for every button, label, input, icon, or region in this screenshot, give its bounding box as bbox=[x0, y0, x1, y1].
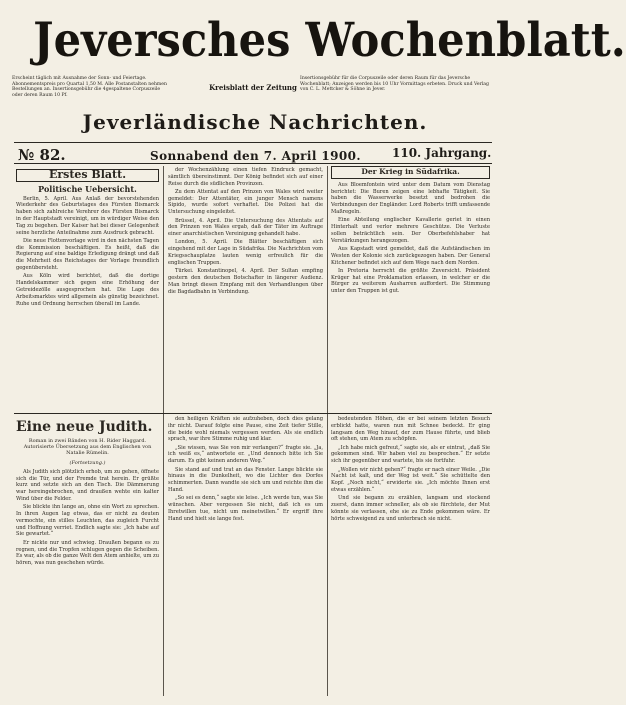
column-divider-1 bbox=[163, 166, 164, 696]
masthead-title: Jeversches Wochenblatt. bbox=[33, 13, 626, 68]
article-paragraph: Türkei. Konstantinopel, 4. April. Der Sultan empfing gestern den deutschen Botschafter in längerer Audienz. Man bringt diesen Empfang mit den Verhandlungen über die Bagdadbahn in Verbindung. bbox=[168, 268, 323, 295]
issue-year: 110. Jahrgang. bbox=[392, 146, 492, 160]
masthead-center-label: Kreisblatt der Zeitung bbox=[209, 83, 297, 92]
article-paragraph: In Pretoria herrscht die größte Zuversicht. Präsident Krüger hat eine Proklamation erlassen, in welcher er die Bürger zu weiterem Ausharren auffordert. Die Stimmung unter den Truppen ist gut. bbox=[331, 267, 490, 295]
article-paragraph: Aus Köln wird berichtet, daß die dortige Handelskammer sich gegen eine Erhöhung der Getreidezölle ausgesprochen hat. Die Lage des Arbeitsmarktes wird allgemein als günstig bezeichnet. Ruhe und Ordnung herrschen überall im Lande. bbox=[16, 273, 159, 307]
column-3-bottom bbox=[331, 416, 490, 697]
article-paragraph: Aus Bloemfontein wird unter dem Datum vom Dienstag berichtet: Die Buren zeigen eine lebhafte Tätigkeit. Sie haben die Wasserwerke besetzt und bedrohen die Verbindungen der Engländer. Lord Roberts trifft umfassende Maßregeln. bbox=[331, 181, 490, 215]
column-1-top bbox=[16, 166, 159, 410]
serial-paragraph: Sie stand auf und trat an das Fenster. Lange blickte sie hinaus in die Dunkelheit, wo die Lichter des Dorfes schimmerten. Dann wandte sie sich um und reichte ihm die Hand. bbox=[168, 466, 323, 493]
serial-title: Eine neue Judith. bbox=[16, 419, 153, 435]
column-3-top bbox=[331, 166, 490, 410]
masthead-subrow bbox=[8, 74, 496, 110]
column-2-top bbox=[168, 167, 323, 410]
war-heading: Der Krieg in Südafrika. bbox=[331, 166, 490, 179]
insertion-notice: Insertionsgebühr für die Corpuszeile oder deren Raum für das Jeversche Wochenblatt; Anzeigen werden bis 10 Uhr Vormittags erbeten. Druck und Verlag von C. L. Mettcker & Söhne in Jever. bbox=[300, 76, 489, 93]
article-paragraph: Zu dem Attentat auf den Prinzen von Wales wird weiter gemeldet: Der Attentäter, ein junger Mensch namens Sipido, wurde sofort verhaftet. Die Polizei hat die Untersuchung eingeleitet. bbox=[168, 188, 323, 216]
serial-paragraph: „Ich habe mich gefreut,“ sagte sie, als er eintrat, „daß Sie gekommen sind. Wir haben viel zu besprechen.“ Er setzte sich ihr gegenüber und wartete, bis sie fortfuhr. bbox=[331, 444, 490, 465]
article-paragraph: Aus Kapstadt wird gemeldet, daß die Aufständischen im Westen der Kolonie sich zurückgezogen haben. Der General Kitchener befindet sich auf dem Wege nach dem Norden. bbox=[331, 245, 490, 266]
serial-paragraph: Er nickte nur und schwieg. Draußen begann es zu regnen, und die Tropfen schlugen gegen die Scheiben. Es war, als ob die ganze Welt den Atem anhielte, um zu hören, was nun geschehen würde. bbox=[16, 539, 159, 567]
serial-paragraph: „So sei es denn,“ sagte sie leise. „Ich werde tun, was Sie wünschen. Aber vergessen Sie nicht, daß ich es um Ihretwillen tue, nicht um meinetwillen.“ Er ergriff ihre Hand und hielt sie lange fest. bbox=[168, 495, 323, 522]
issue-date: Sonnabend den 7. April 1900. bbox=[150, 149, 361, 163]
article-paragraph: Berlin, 5. April. Aus Anlaß der bevorstehenden Wiederkehr des Geburtstages des Fürsten Bismarck haben sich zahlreiche Verehrer des Fürsten Bismarck in der Hauptstadt vereinigt, um in würdiger Weise den Tag zu begehen. Der Kaiser hat bei dieser Gelegenheit seine herzliche Anteilnahme zum Ausdruck gebracht. bbox=[16, 195, 159, 236]
serial-paragraph: „Sie wissen, was Sie von mir verlangen?“ fragte sie. „Ja, ich weiß es,“ antwortete er. „Und dennoch bitte ich Sie darum. Es gibt keinen anderen Weg.“ bbox=[168, 444, 323, 465]
serial-paragraph: Als Judith sich plötzlich erhob, um zu gehen, öffnete sich die Tür, und der Fremde trat herein. Er grüßte kurz und setzte sich an den Tisch. Die Dämmerung war hereingebrochen, und draußen wehte ein kalter Wind über die Felder. bbox=[16, 468, 159, 502]
header-rule-top bbox=[14, 142, 492, 143]
serial-paragraph: „Wollen wir nicht gehen?“ fragte er nach einer Weile. „Die Nacht ist kalt, und der Weg ist weit.“ Sie schüttelte den Kopf. „Noch nicht,“ erwiderte sie. „Ich möchte Ihnen erst etwas erzählen.“ bbox=[331, 466, 490, 493]
serial-paragraph: bedeutenden Höhen, die er bei seinem letzten Besuch erblickt hatte, waren nun mit Schnee bedeckt. Er ging langsam den Weg hinauf, der zum Hause führte, und blieb oft stehen, um Atem zu schöpfen. bbox=[331, 416, 490, 443]
serial-paragraph: den heiligen Kräften sie aufzuheben, doch dies gelang ihr nicht. Darauf folgte eine Pause, eine Zeit tiefer Stille, die beide wohl niemals vergessen werden. Als sie endlich sprach, war ihre Stimme ruhig und klar. bbox=[168, 416, 323, 443]
masthead-subtitle: Jeverländische Nachrichten. bbox=[82, 110, 428, 134]
article-paragraph: Eine Abteilung englischer Kavallerie geriet in einen Hinterhalt und verlor mehrere Geschütze. Die Verluste sollen beträchtlich sein. Der Oberbefehlshaber hat Verstärkungen herangezogen. bbox=[331, 217, 490, 244]
issue-number: № 82. bbox=[18, 146, 66, 164]
column-divider-2 bbox=[327, 166, 328, 696]
section-rule bbox=[14, 413, 492, 414]
article-paragraph: der Wochenzählung einen tiefen Eindruck gemacht, sämtlich übereinstimmt. Der König befindet sich auf einer Reise durch die südlichen Provinzen. bbox=[168, 167, 323, 187]
subscription-notice: Erscheint täglich mit Ausnahme der Sonn- und Feiertage. Abonnementspreis pro Quartal 1,50 M. Alle Postanstalten nehmen Bestellungen an. Insertionsgebühr die 4gespaltene Corpuszeile oder deren Raum 10 Pf. bbox=[12, 76, 167, 98]
serial-paragraph: Und sie begann zu erzählen, langsam und stockend zuerst, dann immer schneller, als ob sie fürchtete, der Mut könnte sie verlassen, ehe sie zu Ende gekommen wäre. Er hörte schweigend zu und unterbrach sie nicht. bbox=[331, 495, 490, 522]
article-paragraph: Die neue Flottenvorlage wird in den nächsten Tagen die Kommission beschäftigen. Es heißt, daß die Regierung auf eine baldige Erledigung drängt und daß die Mehrheit des Reichstages der Vorlage freundlich gegenübersteht. bbox=[16, 237, 159, 272]
article-paragraph: Brüssel, 4. April. Die Untersuchung des Attentats auf den Prinzen von Wales ergab, daß der Täter im Auftrage einer anarchistischen Vereinigung gehandelt habe. bbox=[168, 217, 323, 238]
politics-heading: Politische Uebersicht. bbox=[38, 183, 137, 194]
serial-byline: Roman in zwei Bänden von H. Rider Haggard. Autorisierte Übersetzung aus dem Englischen von Natalie Rümelin. bbox=[23, 438, 152, 457]
column-2-bottom bbox=[168, 416, 323, 697]
header-rule-bottom bbox=[14, 163, 492, 164]
article-paragraph: London, 5. April. Die Blätter beschäftigen sich eingehend mit der Lage in Südafrika. Die Nachrichten vom Kriegsschauplatze lauten wenig erfreulich für die englischen Truppen. bbox=[168, 239, 323, 266]
section-box-title: Erstes Blatt. bbox=[16, 169, 159, 182]
serial-paragraph: Sie blickte ihn lange an, ohne ein Wort zu sprechen. In ihren Augen lag etwas, das er nicht zu deuten vermochte, ein stilles Leuchten, das zugleich Furcht und Hoffnung verriet. Endlich sagte sie: „Ich habe auf Sie gewartet.“ bbox=[16, 504, 159, 538]
serial-continuation: (Fortsetzung.) bbox=[69, 459, 106, 466]
serial-novel bbox=[16, 415, 159, 697]
